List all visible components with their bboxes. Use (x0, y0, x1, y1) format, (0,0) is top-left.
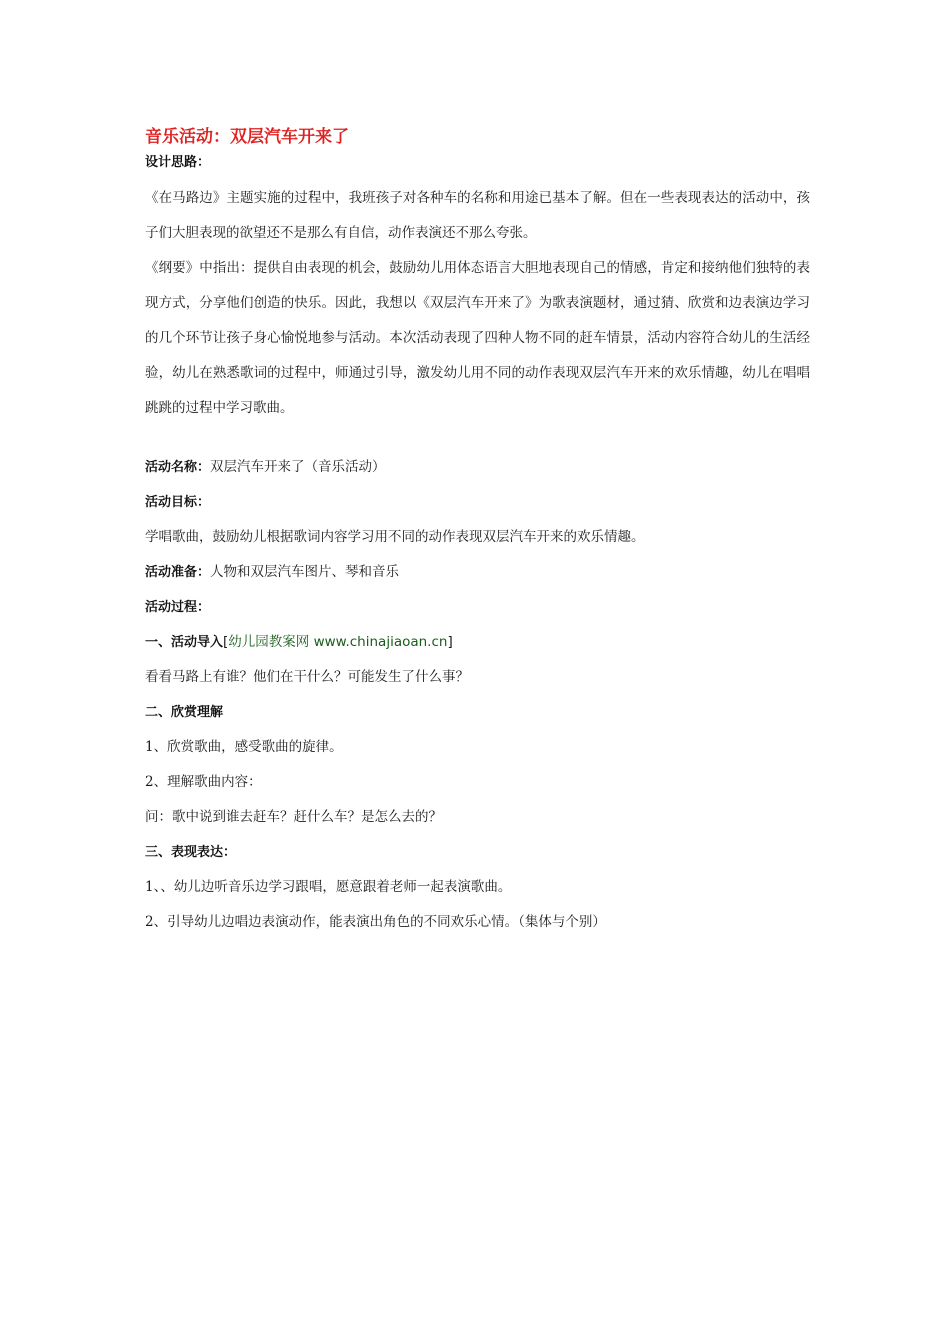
section-2-item-1: 1、欣赏歌曲，感受歌曲的旋律。 (145, 739, 343, 755)
section-1-bracket-open: [ (223, 634, 229, 650)
activity-name-line (145, 450, 810, 485)
section-2-heading (145, 695, 810, 730)
activity-prep-line (145, 555, 810, 590)
section-2-question: 问：歌中说到谁去赶车？赶什么车？是怎么去的？ (145, 809, 442, 825)
document-title: 音乐活动：双层汽车开来了 (145, 127, 349, 147)
section-3-item-1: 1、、幼儿边听音乐边学习跟唱，愿意跟着老师一起表演歌曲。 (145, 879, 512, 895)
activity-process-heading (145, 590, 810, 625)
section-3-item-2: 2、引导幼儿边唱边表演动作，能表演出角色的不同欢乐心情。（集体与个别） (145, 914, 606, 930)
section-1-label: 一、活动导入 (145, 635, 224, 650)
activity-goal-heading (145, 485, 810, 520)
activity-name-value: 双层汽车开来了（音乐活动） (210, 459, 386, 475)
design-paragraph-2: 《纲要》中指出：提供自由表现的机会，鼓励幼儿用体态语言大胆地表现自己的情感，肯定和接纳他们独特的表现方式，分享他们创造的快乐。因此，我想以《双层汽车开来了》为歌表演题材，通过猜、欣赏和边表演边学习的几个环节让孩子身心愉悦地参与活动。本次活动表现了四种人物不同的赶车情景，活动内容符合幼儿的生活经验，幼儿在熟悉歌词的过程中，师通过引导，激发幼儿用不同的动作表现双层汽车开来的欢乐情趣，幼儿在唱唱跳跳的过程中学习歌曲。 (145, 260, 810, 416)
activity-prep-label: 活动准备： (145, 565, 211, 580)
activity-goal-label: 活动目标： (145, 495, 211, 510)
section-1-bracket-close: ] (447, 634, 453, 650)
section-1-link[interactable]: 幼儿园教案网 www.chinajiaoan.cn (228, 634, 448, 650)
activity-process-label: 活动过程： (145, 600, 211, 615)
section-1-heading (145, 625, 810, 660)
section-1-text: 看看马路上有谁？他们在干什么？可能发生了什么事？ (145, 669, 469, 685)
section-2-label: 二、欣赏理解 (145, 705, 224, 720)
design-heading (145, 150, 810, 175)
spacer (145, 426, 810, 450)
design-paragraph-1: 《在马路边》主题实施的过程中，我班孩子对各种车的名称和用途已基本了解。但在一些表现表达的活动中，孩子们大胆表现的欲望还不是那么有自信，动作表演还不那么夸张。 (145, 190, 810, 241)
activity-name-label: 活动名称： (145, 460, 211, 475)
section-3-heading (145, 835, 810, 870)
section-2-item-2: 2、理解歌曲内容： (145, 774, 262, 790)
activity-prep-value: 人物和双层汽车图片、琴和音乐 (210, 564, 400, 580)
design-label: 设计思路： (145, 155, 211, 170)
activity-goal-text: 学唱歌曲，鼓励幼儿根据歌词内容学习用不同的动作表现双层汽车开来的欢乐情趣。 (145, 529, 645, 545)
section-3-label: 三、表现表达： (145, 845, 237, 860)
document-page (145, 124, 810, 940)
